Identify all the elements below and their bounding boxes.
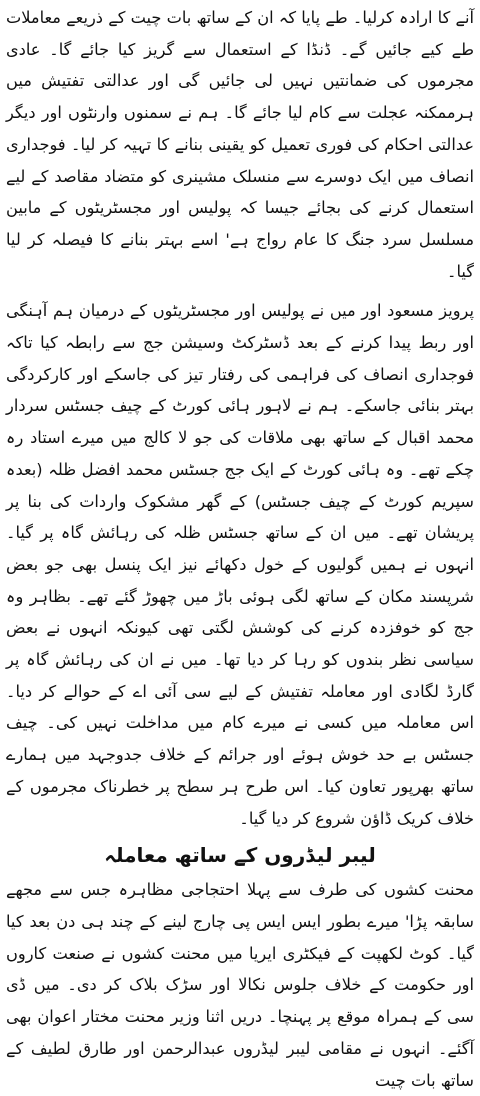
paragraph-1: آنے کا ارادہ کرلیا۔ طے پایا کہ ان کے ساتھ بات چیت کے ذریعے معاملات طے کیے جائیں گے۔ ڈنڈا کے استعمال سے گریز کیا جائے گا۔ عادی مجرموں کی ضمانتیں نہیں لی جائیں گی اور عدالتی تفتیش میں ہرممکنہ عجلت سے کام لیا جائے گا۔ ہم نے سمنوں وارنٹوں اور دیگر عدالتی احکام کی فوری تعمیل کو یقینی بنانے کا تہیہ کر لیا۔ فوجداری انصاف میں ایک دوسرے سے منسلک مشینری کو متضاد مقاصد کے لیے استعمال کرنے کی بجائے جیسا کہ پولیس اور مجسٹریٹوں کے مابین مسلسل سرد جنگ کا عام رواج ہے' اسے بہتر بنانے کا فیصلہ کر لیا گیا۔ (6, 8, 474, 281)
paragraph-3: محنت کشوں کی طرف سے پہلا احتجاجی مظاہرہ جس سے مجھے سابقہ پڑا' میرے بطور ایس ایس پی چارج لینے کے چند ہی دن بعد کیا گیا۔ کوٹ لکھپت کے فیکٹری ایریا میں محنت کشوں نے صنعت کاروں اور حکومت کے خلاف جلوس نکالا اور سڑک بلاک کر دی۔ میں ڈی سی کے ہمراہ موقع پر پہنچا۔ دریں اثنا وزیر محنت مختار اعوان بھی آگئے۔ انہوں نے مقامی لیبر لیڈروں عبدالرحمن اور طارق لطیف کے ساتھ بات چیت (6, 880, 474, 1090)
paragraph-gap (6, 287, 474, 295)
paragraph-2: پرویز مسعود اور میں نے پولیس اور مجسٹریٹوں کے درمیان ہم آہنگی اور ربط پیدا کرنے کے بعد ڈسٹرکٹ وسیشن جج سے رابطہ کیا تاکہ فوجداری انصاف کی فراہمی کی رفتار تیز کی جاسکے اور کارکردگی بہتر بنائی جاسکے۔ ہم نے لاہور ہائی کورٹ کے چیف جسٹس سردار محمد اقبال کے ساتھ بھی ملاقات کی جو لا کالج میں میرے استاد رہ چکے تھے۔ وہ ہائی کورٹ کے ایک جج جسٹس محمد افضل ظلہ (بعدہ سپریم کورٹ کے چیف جسٹس) کے گھر مشکوک واردات کی بنا پر پریشان تھے۔ میں ان کے ساتھ جسٹس ظلہ کی رہائش گاہ پر گیا۔ انہوں نے ہمیں گولیوں کے خول دکھائے نیز ایک پنسل بھی جو بعض شرپسند مکان کے ساتھ لگی ہوئی باڑ میں چھوڑ گئے تھے۔ بظاہر وہ جج کو خوفزدہ کرنے کی کوشش لگتی تھی کیونکہ انہوں نے بعض سیاسی نظر بندوں کو رہا کر دیا تھا۔ میں نے ان کی رہائش گاہ پر گارڈ لگادی اور معاملہ تفتیش کے لیے سی آئی اے کے حوالے کر دیا۔ اس معاملہ میں کسی نے میرے کام میں مداخلت نہیں کی۔ چیف جسٹس بے حد خوش ہوئے اور جرائم کے خلاف جدوجہد میں ہمارے ساتھ بھرپور تعاون کیا۔ اس طرح ہر سطح پر خطرناک مجرموں کے خلاف کریک ڈاؤن شروع کر دیا گیا۔ (6, 301, 474, 828)
section-heading: لیبر لیڈروں کے ساتھ معاملہ (104, 843, 376, 868)
